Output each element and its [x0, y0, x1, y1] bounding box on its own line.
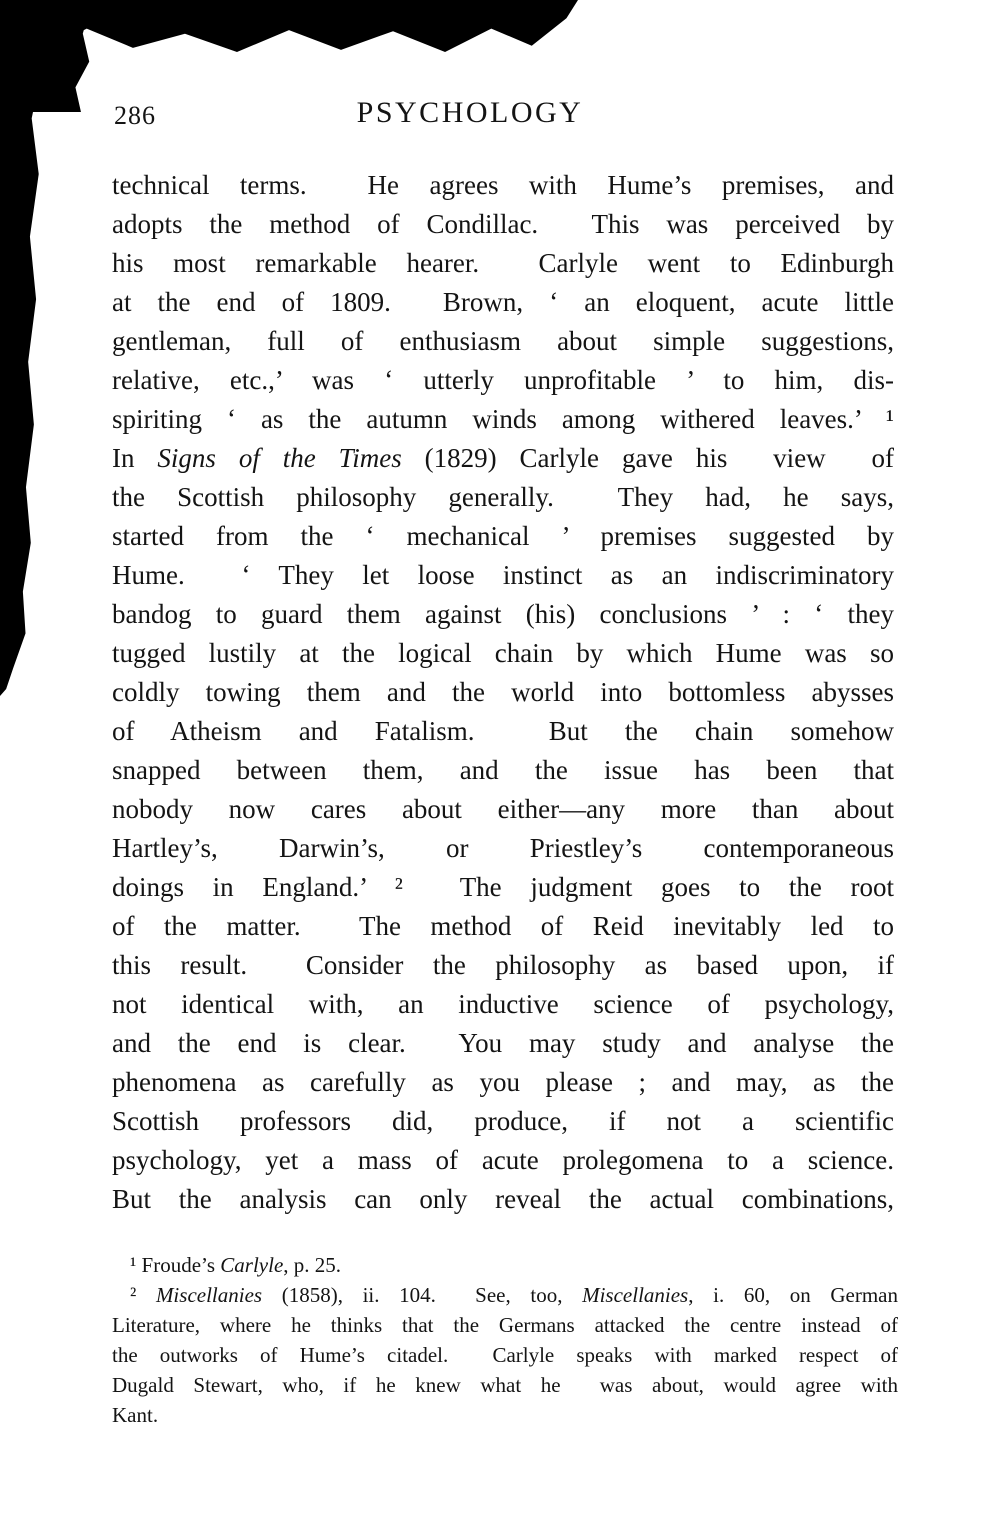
text-segment: Hartley’s, Darwin’s, or Priestley’s contemporaneous [112, 833, 894, 863]
text-line [112, 907, 894, 946]
text-line [112, 322, 894, 361]
text-segment: adopts the method of Condillac. This was perceived by [112, 209, 894, 239]
text-line [112, 790, 894, 829]
text-segment: gentleman, full of enthusiasm about simple suggestions, [112, 326, 894, 356]
text-line [112, 1141, 894, 1180]
text-segment: ¹ Froude’s [130, 1253, 221, 1277]
text-line [112, 751, 894, 790]
text-line [112, 478, 894, 517]
text-segment: his most remarkable hearer. Carlyle went to Edinburgh [112, 248, 894, 278]
text-line [112, 1310, 898, 1340]
text-segment: , i. 60, on German [688, 1283, 898, 1307]
running-title: PSYCHOLOGY [356, 96, 584, 129]
text-segment: Kant. [112, 1403, 159, 1427]
text-line [112, 634, 894, 673]
text-segment: bandog to guard them against (his) conclusions ’ : ‘ they [112, 599, 894, 629]
text-segment: technical terms. He agrees with Hume’s premises, and [112, 170, 894, 200]
text-segment: coldly towing them and the world into bottomless abysses [112, 677, 894, 707]
text-segment: spiriting ‘ as the autumn winds among withered leaves.’ ¹ [112, 404, 894, 434]
text-segment: snapped between them, and the issue has been that [112, 755, 894, 785]
italic-text: Miscellanies [582, 1283, 689, 1307]
text-segment: the outworks of Hume’s citadel. Carlyle speaks with marked respect of [112, 1343, 898, 1367]
text-segment: of Atheism and Fatalism. But the chain somehow [112, 716, 894, 746]
italic-text: Signs of the Times [157, 443, 402, 473]
text-segment: tugged lustily at the logical chain by which Hume was so [112, 638, 894, 668]
text-segment: the Scottish philosophy generally. They had, he says, [112, 482, 894, 512]
text-segment: at the end of 1809. Brown, ‘ an eloquent, acute little [112, 287, 894, 317]
text-line [112, 1180, 894, 1219]
text-segment: , p. 25. [283, 1253, 342, 1277]
text-segment: phenomena as carefully as you please ; and may, as the [112, 1067, 894, 1097]
text-segment: of the matter. The method of Reid inevitably led to [112, 911, 894, 941]
text-line [112, 1280, 898, 1310]
text-line [112, 244, 894, 283]
text-line [112, 556, 894, 595]
text-line [112, 1063, 894, 1102]
text-segment: not identical with, an inductive science of psychology, [112, 989, 894, 1019]
text-segment: psychology, yet a mass of acute prolegomena to a science. [112, 1145, 894, 1175]
text-line [112, 361, 894, 400]
text-line [112, 946, 894, 985]
text-segment: (1858), ii. 104. See, too, [262, 1283, 583, 1307]
italic-text: Miscellanies [155, 1283, 263, 1307]
text-line [112, 1102, 894, 1141]
text-segment: doings in England.’ ² The judgment goes to the root [112, 872, 894, 902]
footnotes [112, 1250, 898, 1430]
text-segment: But the analysis can only reveal the actual combinations, [112, 1184, 894, 1214]
text-segment: started from the ‘ mechanical ’ premises suggested by [112, 521, 894, 551]
text-line [112, 712, 894, 751]
text-line [112, 868, 894, 907]
text-line [112, 1250, 898, 1280]
text-line [112, 1024, 894, 1063]
text-line [112, 166, 894, 205]
text-segment: Hume. ‘ They let loose instinct as an indiscriminatory [112, 560, 894, 590]
text-line [112, 400, 894, 439]
text-segment: Dugald Stewart, who, if he knew what he was about, would agree with [112, 1373, 898, 1397]
text-segment: and the end is clear. You may study and analyse the [112, 1028, 894, 1058]
text-line [112, 1340, 898, 1370]
text-line [112, 517, 894, 556]
text-line [112, 829, 894, 868]
text-segment: nobody now cares about either—any more than about [112, 794, 894, 824]
text-segment: this result. Consider the philosophy as based upon, if [112, 950, 894, 980]
text-line [112, 283, 894, 322]
text-line [112, 1370, 898, 1400]
text-segment: ² [130, 1283, 156, 1307]
text-segment: Literature, where he thinks that the Germans attacked the centre instead of [112, 1313, 898, 1337]
text-line [112, 673, 894, 712]
text-segment: (1829) Carlyle gave his view of [401, 443, 895, 473]
italic-text: Carlyle [220, 1253, 284, 1277]
page-header [112, 96, 894, 140]
text-segment: Scottish professors did, produce, if not a scientific [112, 1106, 894, 1136]
text-segment: In [112, 443, 158, 473]
text-segment: relative, etc.,’ was ‘ utterly unprofitable ’ to him, dis- [112, 365, 894, 395]
page-number: 286 [114, 101, 156, 130]
text-line [112, 205, 894, 244]
text-line [112, 595, 894, 634]
page-body-text [112, 166, 894, 1219]
text-line [112, 1400, 898, 1430]
text-line [112, 985, 894, 1024]
text-line [112, 439, 894, 478]
